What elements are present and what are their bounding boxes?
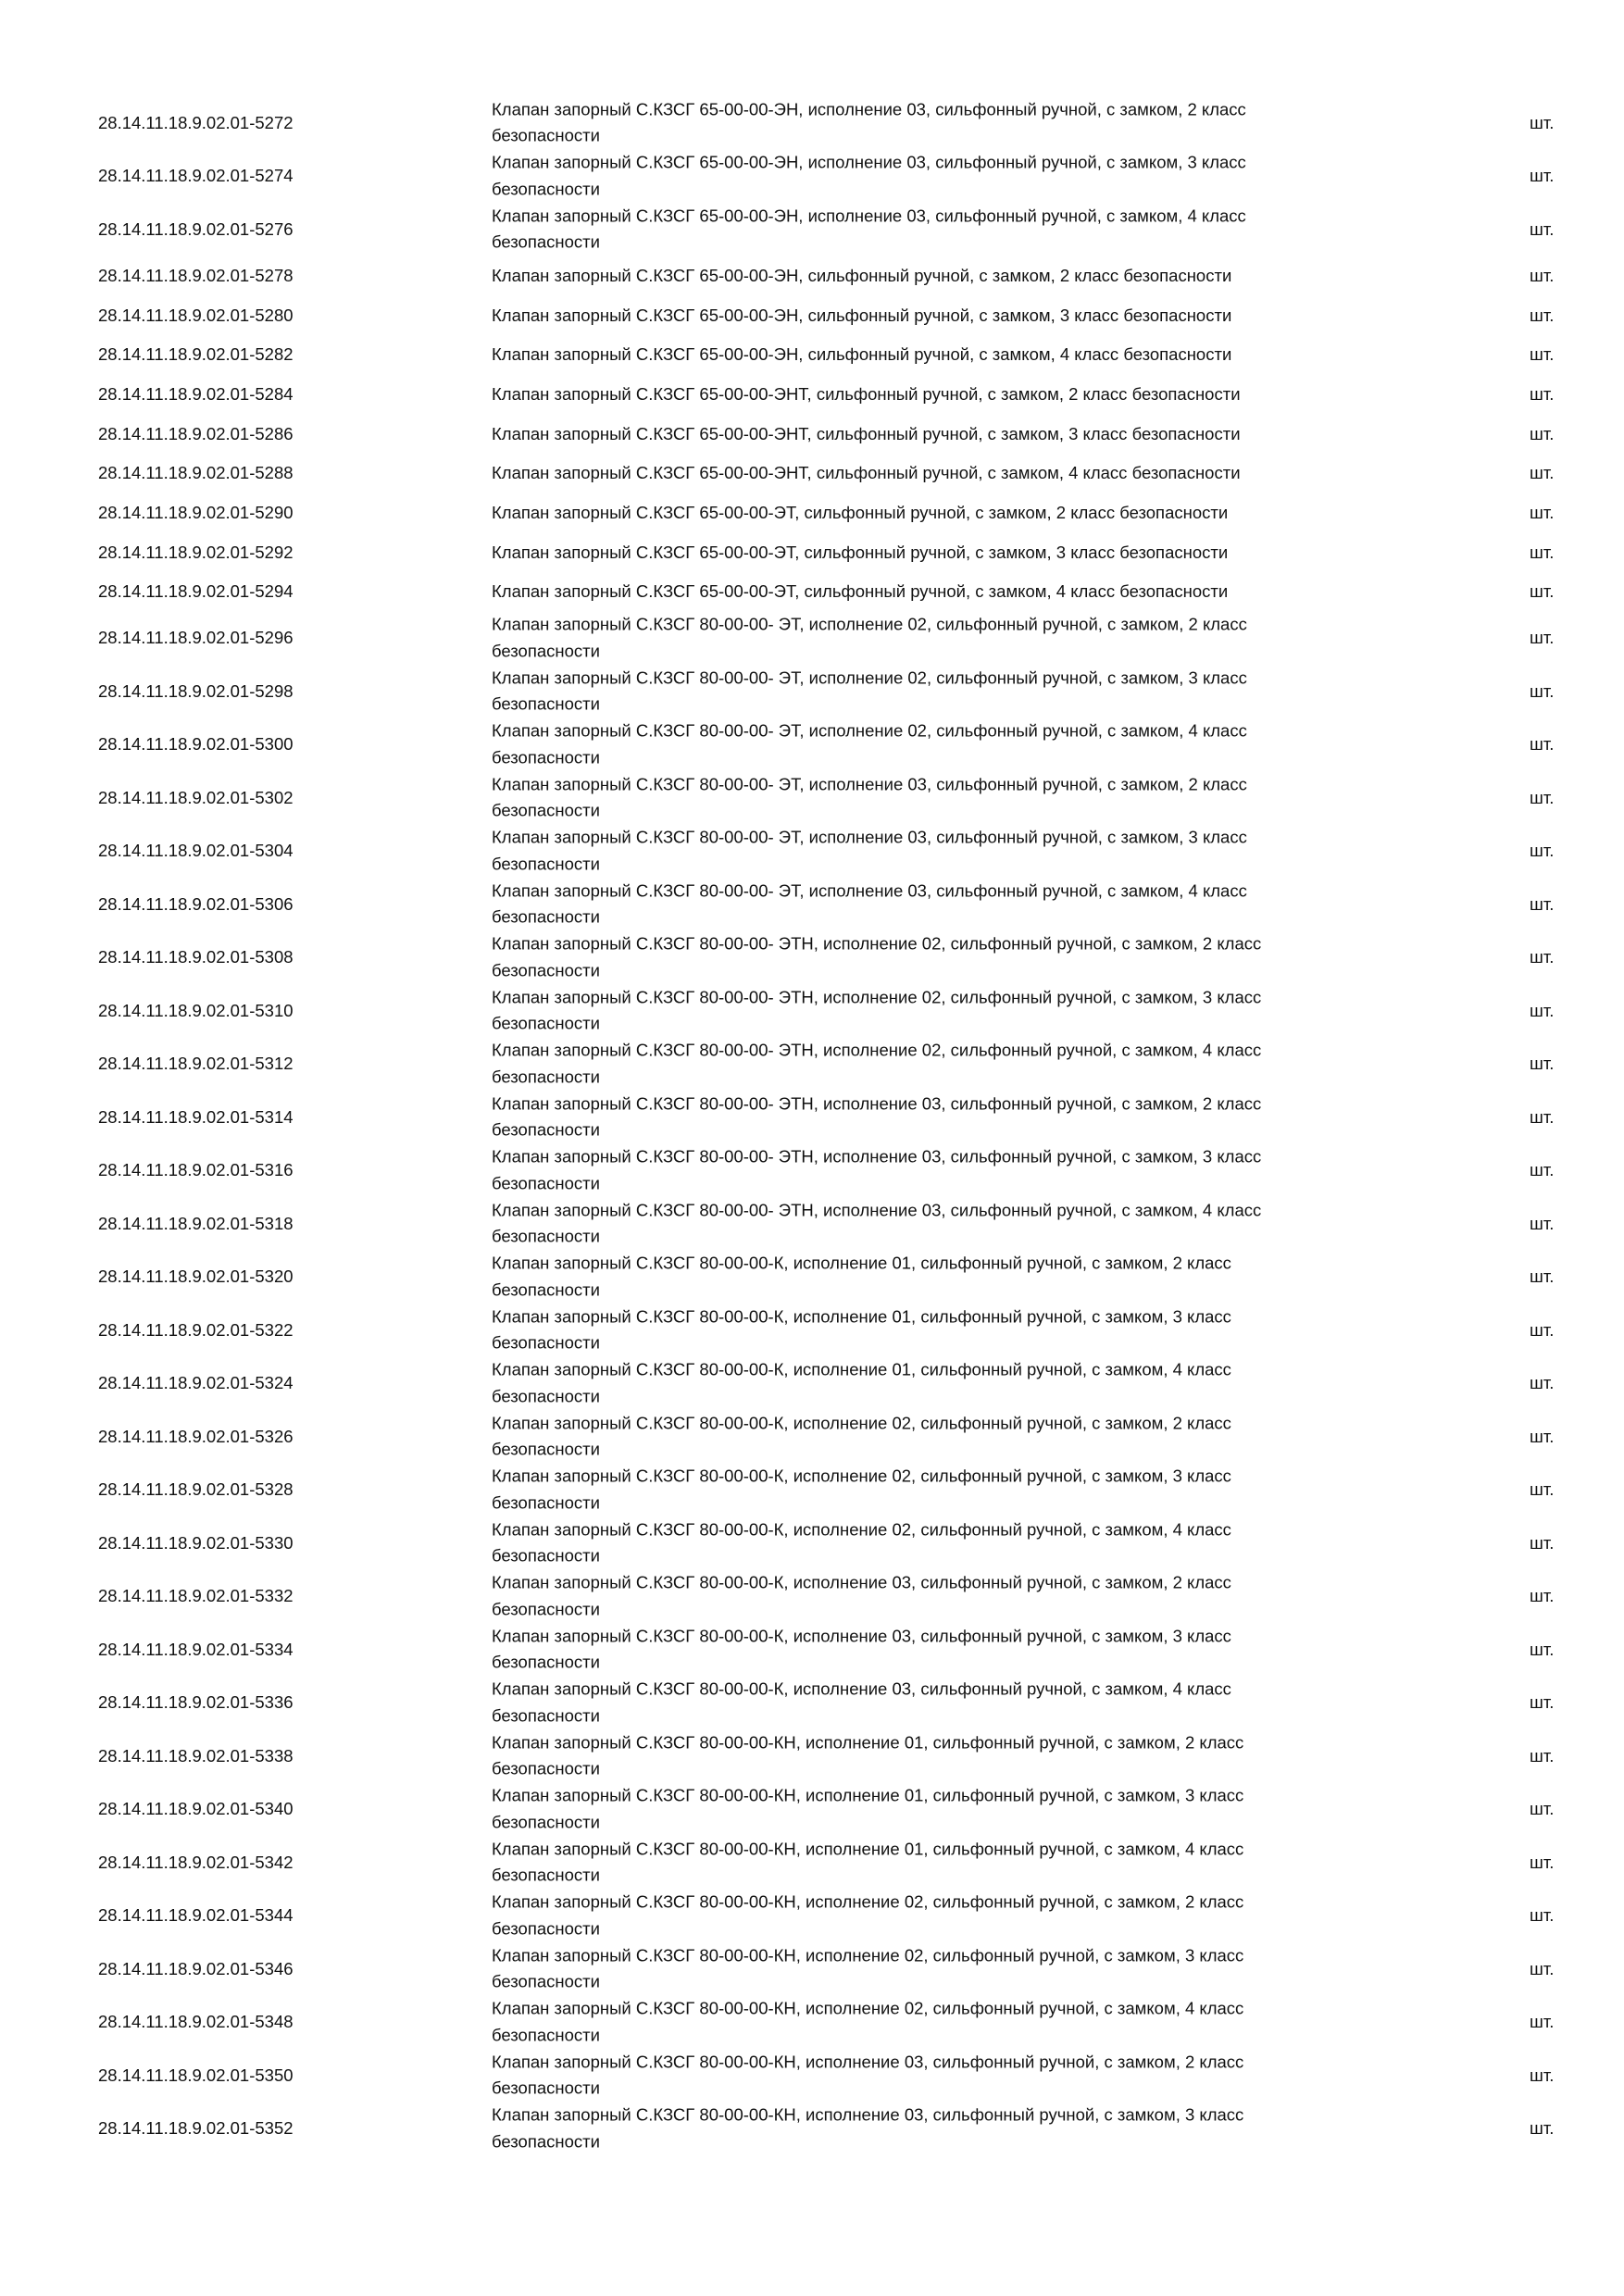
description-line: Клапан запорный С.КЗСГ 80-00-00- ЭТ, исполнение 03, сильфонный ручной, с замком, 3 класс — [492, 827, 1247, 847]
description-line: Клапан запорный С.КЗСГ 80-00-00-К, исполнение 02, сильфонный ручной, с замком, 2 класс — [492, 1413, 1231, 1433]
item-description — [492, 1251, 1394, 1304]
item-unit: шт. — [1530, 344, 1555, 365]
item-code: 28.14.11.18.9.02.01-5326 — [98, 1426, 294, 1446]
description-line: Клапан запорный С.КЗСГ 80-00-00-КН, исполнение 01, сильфонный ручной, с замком, 3 класс — [492, 1785, 1244, 1805]
table-row — [0, 414, 1624, 454]
item-code: 28.14.11.18.9.02.01-5278 — [98, 265, 294, 285]
table-row — [0, 1836, 1624, 1890]
item-code: 28.14.11.18.9.02.01-5316 — [98, 1160, 294, 1180]
table-row — [0, 771, 1624, 825]
item-description — [492, 420, 1394, 447]
item-unit: шт. — [1530, 787, 1555, 807]
item-unit: шт. — [1530, 1000, 1555, 1020]
item-code: 28.14.11.18.9.02.01-5312 — [98, 1054, 294, 1074]
item-code: 28.14.11.18.9.02.01-5346 — [98, 1958, 294, 1978]
item-code: 28.14.11.18.9.02.01-5284 — [98, 383, 294, 404]
description-line: безопасности — [492, 1545, 600, 1566]
description-line: безопасности — [492, 1918, 600, 1939]
item-unit: шт. — [1530, 383, 1555, 404]
table-row — [0, 295, 1624, 335]
item-description — [492, 539, 1394, 566]
item-unit: шт. — [1530, 1319, 1555, 1340]
table-row — [0, 1942, 1624, 1996]
item-unit: шт. — [1530, 1692, 1555, 1713]
item-code: 28.14.11.18.9.02.01-5288 — [98, 463, 294, 483]
item-code: 28.14.11.18.9.02.01-5336 — [98, 1692, 294, 1713]
description-line: Клапан запорный С.КЗСГ 80-00-00- ЭТН, исполнение 02, сильфонный ручной, с замком, 3 класс — [492, 987, 1262, 1007]
description-line: безопасности — [492, 1492, 600, 1513]
description-line: Клапан запорный С.КЗСГ 80-00-00- ЭТ, исполнение 03, сильфонный ручной, с замком, 4 класс — [492, 880, 1247, 901]
description-line: безопасности — [492, 1758, 600, 1778]
item-code: 28.14.11.18.9.02.01-5342 — [98, 1852, 294, 1872]
table-row — [0, 825, 1624, 879]
description-line: Клапан запорный С.КЗСГ 80-00-00-К, исполнение 02, сильфонный ручной, с замком, 4 класс — [492, 1519, 1231, 1540]
description-line: безопасности — [492, 231, 600, 252]
description-line: Клапан запорный С.КЗСГ 80-00-00- ЭТ, исполнение 02, сильфонный ручной, с замком, 4 класс — [492, 720, 1247, 741]
item-description — [492, 203, 1394, 256]
description-line: безопасности — [492, 747, 600, 767]
description-line: безопасности — [492, 854, 600, 874]
item-code: 28.14.11.18.9.02.01-5304 — [98, 841, 294, 861]
description-line: безопасности — [492, 1279, 600, 1300]
item-unit: шт. — [1530, 1586, 1555, 1606]
description-line: Клапан запорный С.КЗСГ 80-00-00- ЭТН, исполнение 02, сильфонный ручной, с замком, 4 класс — [492, 1040, 1262, 1060]
table-row — [0, 612, 1624, 666]
item-unit: шт. — [1530, 1532, 1555, 1553]
description-line: Клапан запорный С.КЗСГ 80-00-00-К, исполнение 03, сильфонный ручной, с замком, 4 класс — [492, 1678, 1231, 1699]
description-line: безопасности — [492, 1173, 600, 1193]
item-unit: шт. — [1530, 265, 1555, 285]
item-code: 28.14.11.18.9.02.01-5328 — [98, 1479, 294, 1500]
item-description — [492, 665, 1394, 718]
item-description — [492, 1890, 1394, 1942]
table-row — [0, 931, 1624, 985]
item-unit: шт. — [1530, 166, 1555, 186]
table-row — [0, 1996, 1624, 2050]
item-code: 28.14.11.18.9.02.01-5280 — [98, 305, 294, 325]
description-line: безопасности — [492, 906, 600, 927]
item-unit: шт. — [1530, 680, 1555, 701]
item-unit: шт. — [1530, 1479, 1555, 1500]
item-code: 28.14.11.18.9.02.01-5282 — [98, 344, 294, 365]
table-row — [0, 665, 1624, 718]
description-line: безопасности — [492, 2131, 600, 2152]
item-description — [492, 1304, 1394, 1356]
description-line: Клапан запорный С.КЗСГ 80-00-00-КН, исполнение 01, сильфонный ручной, с замком, 2 класс — [492, 1732, 1244, 1753]
table-row — [0, 1038, 1624, 1092]
description-line: Клапан запорный С.КЗСГ 80-00-00- ЭТ, исполнение 02, сильфонный ручной, с замком, 3 класс — [492, 668, 1247, 688]
item-unit: шт. — [1530, 218, 1555, 239]
item-description — [492, 1942, 1394, 1995]
item-description — [492, 2103, 1394, 2155]
description-line: Клапан запорный С.КЗСГ 80-00-00- ЭТ, исполнение 03, сильфонный ручной, с замком, 2 класс — [492, 774, 1247, 794]
item-unit: шт. — [1530, 1373, 1555, 1393]
item-description — [492, 825, 1394, 878]
item-description — [492, 1464, 1394, 1516]
description-line: Клапан запорный С.КЗСГ 65-00-00-ЭН, исполнение 03, сильфонный ручной, с замком, 3 класс — [492, 152, 1246, 172]
description-line: Клапан запорный С.КЗСГ 80-00-00-КН, исполнение 03, сильфонный ручной, с замком, 3 класс — [492, 2104, 1244, 2125]
item-code: 28.14.11.18.9.02.01-5300 — [98, 734, 294, 755]
item-unit: шт. — [1530, 628, 1555, 648]
description-line: безопасности — [492, 1599, 600, 1619]
item-code: 28.14.11.18.9.02.01-5334 — [98, 1639, 294, 1659]
item-description — [492, 1996, 1394, 2049]
description-line: безопасности — [492, 1865, 600, 1885]
table-row — [0, 1304, 1624, 1357]
item-code: 28.14.11.18.9.02.01-5310 — [98, 1000, 294, 1020]
description-line: безопасности — [492, 641, 600, 661]
item-unit: шт. — [1530, 463, 1555, 483]
description-line: Клапан запорный С.КЗСГ 80-00-00- ЭТН, исполнение 03, сильфонный ручной, с замком, 4 класс — [492, 1200, 1262, 1220]
item-code: 28.14.11.18.9.02.01-5298 — [98, 680, 294, 701]
item-description — [492, 931, 1394, 984]
description-line: безопасности — [492, 179, 600, 199]
item-code: 28.14.11.18.9.02.01-5292 — [98, 542, 294, 562]
item-description — [492, 1357, 1394, 1410]
item-description — [492, 302, 1394, 329]
item-description — [492, 1570, 1394, 1623]
description-line: Клапан запорный С.КЗСГ 80-00-00-К, исполнение 01, сильфонный ручной, с замком, 2 класс — [492, 1253, 1231, 1273]
item-description — [492, 1516, 1394, 1569]
item-description — [492, 1091, 1394, 1143]
description-line: безопасности — [492, 2078, 600, 2098]
description-line: Клапан запорный С.КЗСГ 65-00-00-ЭН, сильфонный ручной, с замком, 4 класс безопасности — [492, 343, 1232, 364]
description-line: безопасности — [492, 1971, 600, 1991]
description-line: Клапан запорный С.КЗСГ 80-00-00-К, исполнение 01, сильфонный ручной, с замком, 3 класс — [492, 1306, 1231, 1327]
description-line: безопасности — [492, 2025, 600, 2045]
table-row — [0, 1197, 1624, 1251]
table-row — [0, 1410, 1624, 1464]
item-description — [492, 500, 1394, 527]
item-unit: шт. — [1530, 423, 1555, 443]
table-row — [0, 96, 1624, 150]
description-line: Клапан запорный С.КЗСГ 80-00-00-К, исполнение 01, сильфонный ручной, с замком, 4 класс — [492, 1359, 1231, 1379]
table-row — [0, 1091, 1624, 1144]
item-description — [492, 1410, 1394, 1463]
item-code: 28.14.11.18.9.02.01-5330 — [98, 1532, 294, 1553]
item-description — [492, 718, 1394, 771]
table-row — [0, 1144, 1624, 1198]
item-description — [492, 381, 1394, 408]
item-code: 28.14.11.18.9.02.01-5272 — [98, 112, 294, 132]
table-row — [0, 150, 1624, 204]
item-description — [492, 1144, 1394, 1197]
description-line: безопасности — [492, 1705, 600, 1726]
item-description — [492, 984, 1394, 1037]
description-line: Клапан запорный С.КЗСГ 80-00-00-КН, исполнение 02, сильфонный ручной, с замком, 2 класс — [492, 1891, 1244, 1912]
item-code: 28.14.11.18.9.02.01-5308 — [98, 947, 294, 967]
description-line: Клапан запорный С.КЗСГ 80-00-00-К, исполнение 02, сильфонный ручной, с замком, 3 класс — [492, 1466, 1231, 1486]
description-line: Клапан запорный С.КЗСГ 80-00-00-КН, исполнение 02, сильфонный ручной, с замком, 3 класс — [492, 1945, 1244, 1965]
item-unit: шт. — [1530, 1639, 1555, 1659]
item-description — [492, 96, 1394, 149]
item-unit: шт. — [1530, 841, 1555, 861]
item-description — [492, 612, 1394, 665]
item-description — [492, 1783, 1394, 1836]
item-description — [492, 1729, 1394, 1782]
description-line: безопасности — [492, 1226, 600, 1246]
catalog-table — [0, 96, 1624, 2155]
item-code: 28.14.11.18.9.02.01-5276 — [98, 218, 294, 239]
item-code: 28.14.11.18.9.02.01-5302 — [98, 787, 294, 807]
description-line: Клапан запорный С.КЗСГ 65-00-00-ЭН, сильфонный ручной, с замком, 3 класс безопасности — [492, 305, 1232, 325]
item-unit: шт. — [1530, 734, 1555, 755]
description-line: безопасности — [492, 693, 600, 714]
description-line: Клапан запорный С.КЗСГ 65-00-00-ЭН, исполнение 03, сильфонный ручной, с замком, 2 класс — [492, 99, 1246, 119]
item-unit: шт. — [1530, 1213, 1555, 1233]
item-description — [492, 1677, 1394, 1729]
table-row — [0, 256, 1624, 296]
table-row — [0, 1890, 1624, 1943]
table-row — [0, 1516, 1624, 1570]
item-code: 28.14.11.18.9.02.01-5338 — [98, 1745, 294, 1766]
table-row — [0, 2049, 1624, 2103]
description-line: Клапан запорный С.КЗСГ 80-00-00- ЭТ, исполнение 02, сильфонный ручной, с замком, 2 класс — [492, 614, 1247, 634]
item-unit: шт. — [1530, 112, 1555, 132]
item-description — [492, 1197, 1394, 1250]
item-description — [492, 771, 1394, 824]
item-description — [492, 579, 1394, 605]
item-description — [492, 263, 1394, 290]
item-unit: шт. — [1530, 893, 1555, 914]
description-line: безопасности — [492, 1067, 600, 1087]
item-unit: шт. — [1530, 2118, 1555, 2139]
table-row — [0, 1570, 1624, 1624]
item-code: 28.14.11.18.9.02.01-5332 — [98, 1586, 294, 1606]
description-line: Клапан запорный С.КЗСГ 65-00-00-ЭТ, сильфонный ручной, с замком, 2 класс безопасности — [492, 502, 1229, 522]
item-unit: шт. — [1530, 1160, 1555, 1180]
description-line: безопасности — [492, 800, 600, 820]
description-line: безопасности — [492, 1332, 600, 1353]
description-line: Клапан запорный С.КЗСГ 65-00-00-ЭНТ, сильфонный ручной, с замком, 2 класс безопасности — [492, 383, 1241, 404]
item-code: 28.14.11.18.9.02.01-5322 — [98, 1319, 294, 1340]
item-unit: шт. — [1530, 1745, 1555, 1766]
item-code: 28.14.11.18.9.02.01-5324 — [98, 1373, 294, 1393]
table-row — [0, 718, 1624, 772]
table-row — [0, 454, 1624, 493]
table-row — [0, 572, 1624, 612]
item-unit: шт. — [1530, 502, 1555, 522]
item-unit: шт. — [1530, 1267, 1555, 1287]
item-description — [492, 1836, 1394, 1889]
description-line: Клапан запорный С.КЗСГ 65-00-00-ЭТ, сильфонный ручной, с замком, 3 класс безопасности — [492, 542, 1229, 562]
item-code: 28.14.11.18.9.02.01-5306 — [98, 893, 294, 914]
item-code: 28.14.11.18.9.02.01-5296 — [98, 628, 294, 648]
item-code: 28.14.11.18.9.02.01-5290 — [98, 502, 294, 522]
item-unit: шт. — [1530, 1958, 1555, 1978]
description-line: Клапан запорный С.КЗСГ 65-00-00-ЭН, сильфонный ручной, с замком, 2 класс безопасности — [492, 265, 1232, 285]
item-unit: шт. — [1530, 1426, 1555, 1446]
item-unit: шт. — [1530, 1054, 1555, 1074]
table-row — [0, 1729, 1624, 1783]
item-description — [492, 460, 1394, 487]
table-row — [0, 493, 1624, 533]
item-code: 28.14.11.18.9.02.01-5314 — [98, 1106, 294, 1127]
item-code: 28.14.11.18.9.02.01-5274 — [98, 166, 294, 186]
description-line: Клапан запорный С.КЗСГ 80-00-00-К, исполнение 03, сильфонный ручной, с замком, 3 класс — [492, 1626, 1231, 1646]
item-description — [492, 878, 1394, 930]
item-code: 28.14.11.18.9.02.01-5344 — [98, 1905, 294, 1926]
item-code: 28.14.11.18.9.02.01-5294 — [98, 581, 294, 602]
table-row — [0, 878, 1624, 931]
table-row — [0, 1623, 1624, 1677]
description-line: безопасности — [492, 1812, 600, 1832]
description-line: безопасности — [492, 1119, 600, 1140]
table-row — [0, 1464, 1624, 1517]
table-row — [0, 203, 1624, 256]
table-row — [0, 1357, 1624, 1411]
description-line: безопасности — [492, 960, 600, 980]
item-unit: шт. — [1530, 1106, 1555, 1127]
description-line: Клапан запорный С.КЗСГ 80-00-00-КН, исполнение 03, сильфонный ручной, с замком, 2 класс — [492, 2052, 1244, 2072]
description-line: Клапан запорный С.КЗСГ 80-00-00-КН, исполнение 01, сильфонный ручной, с замком, 4 класс — [492, 1839, 1244, 1859]
item-code: 28.14.11.18.9.02.01-5318 — [98, 1213, 294, 1233]
item-description — [492, 150, 1394, 203]
item-unit: шт. — [1530, 305, 1555, 325]
item-code: 28.14.11.18.9.02.01-5286 — [98, 423, 294, 443]
table-row — [0, 1677, 1624, 1730]
item-unit: шт. — [1530, 947, 1555, 967]
description-line: безопасности — [492, 125, 600, 145]
description-line: безопасности — [492, 1652, 600, 1672]
table-row — [0, 1783, 1624, 1837]
item-code: 28.14.11.18.9.02.01-5320 — [98, 1267, 294, 1287]
table-row — [0, 2103, 1624, 2156]
item-unit: шт. — [1530, 1852, 1555, 1872]
item-unit: шт. — [1530, 2012, 1555, 2032]
item-code: 28.14.11.18.9.02.01-5348 — [98, 2012, 294, 2032]
item-unit: шт. — [1530, 1799, 1555, 1819]
description-line: Клапан запорный С.КЗСГ 65-00-00-ЭНТ, сильфонный ручной, с замком, 3 класс безопасности — [492, 423, 1241, 443]
item-description — [492, 1038, 1394, 1091]
table-row — [0, 1251, 1624, 1304]
item-unit: шт. — [1530, 1905, 1555, 1926]
item-description — [492, 2049, 1394, 2102]
table-row — [0, 984, 1624, 1038]
description-line: Клапан запорный С.КЗСГ 65-00-00-ЭНТ, сильфонный ручной, с замком, 4 класс безопасности — [492, 463, 1241, 483]
description-line: безопасности — [492, 1386, 600, 1406]
description-line: Клапан запорный С.КЗСГ 80-00-00- ЭТН, исполнение 03, сильфонный ручной, с замком, 2 класс — [492, 1093, 1262, 1114]
table-row — [0, 532, 1624, 572]
description-line: безопасности — [492, 1013, 600, 1033]
item-description — [492, 1623, 1394, 1676]
table-row — [0, 375, 1624, 415]
item-code: 28.14.11.18.9.02.01-5340 — [98, 1799, 294, 1819]
description-line: Клапан запорный С.КЗСГ 80-00-00- ЭТН, исполнение 03, сильфонный ручной, с замком, 3 класс — [492, 1146, 1262, 1167]
description-line: безопасности — [492, 1439, 600, 1459]
item-code: 28.14.11.18.9.02.01-5352 — [98, 2118, 294, 2139]
description-line: Клапан запорный С.КЗСГ 65-00-00-ЭН, исполнение 03, сильфонный ручной, с замком, 4 класс — [492, 206, 1246, 226]
description-line: Клапан запорный С.КЗСГ 80-00-00-К, исполнение 03, сильфонный ручной, с замком, 2 класс — [492, 1572, 1231, 1592]
item-unit: шт. — [1530, 581, 1555, 602]
description-line: Клапан запорный С.КЗСГ 80-00-00-КН, исполнение 02, сильфонный ручной, с замком, 4 класс — [492, 1998, 1244, 2018]
description-line: Клапан запорный С.КЗСГ 65-00-00-ЭТ, сильфонный ручной, с замком, 4 класс безопасности — [492, 581, 1229, 602]
item-unit: шт. — [1530, 2065, 1555, 2085]
description-line: Клапан запорный С.КЗСГ 80-00-00- ЭТН, исполнение 02, сильфонный ручной, с замком, 2 класс — [492, 933, 1262, 954]
item-unit: шт. — [1530, 542, 1555, 562]
item-code: 28.14.11.18.9.02.01-5350 — [98, 2065, 294, 2085]
item-description — [492, 342, 1394, 368]
table-row — [0, 335, 1624, 375]
